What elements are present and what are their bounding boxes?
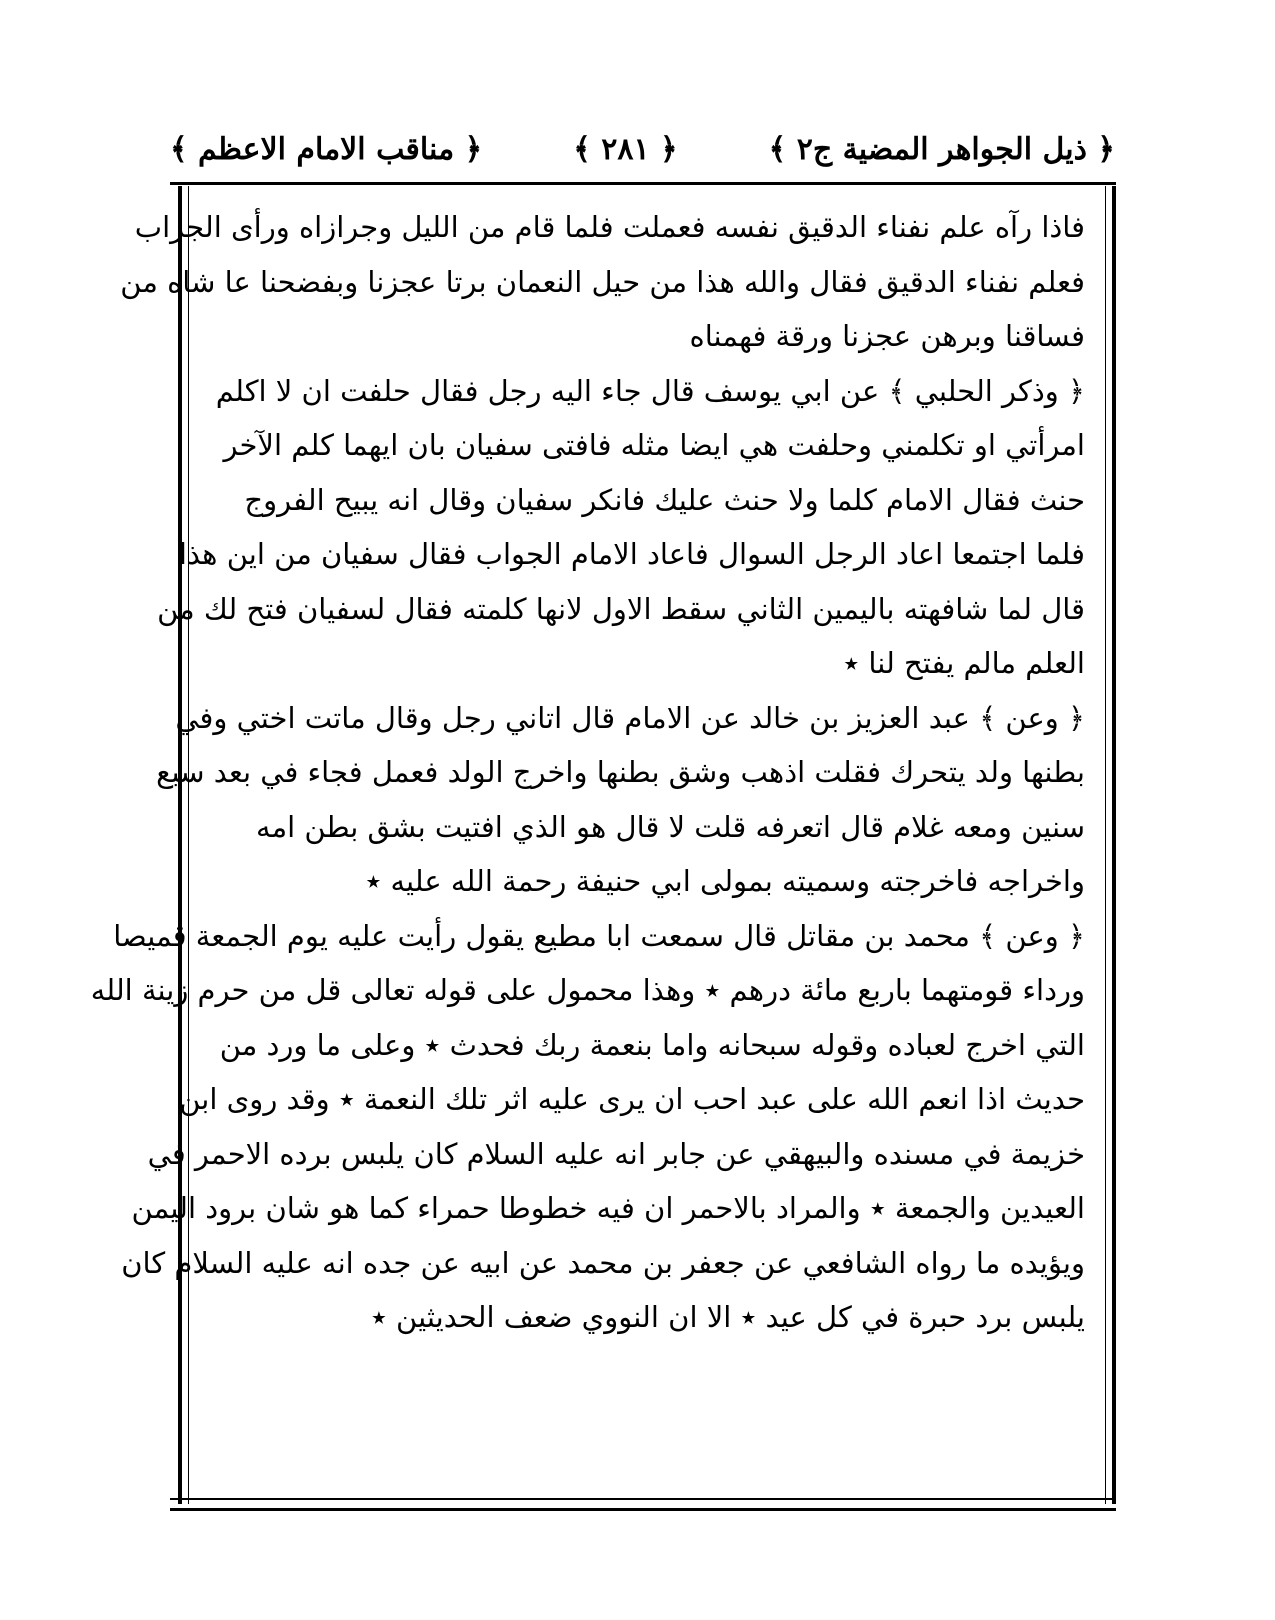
- page-number: ﴿ ٢٨١ ﴾: [573, 131, 678, 167]
- bottom-rule: [170, 1498, 1116, 1511]
- text-line: ﴿ وعن ﴾ محمد بن مقاتل قال سمعت ابا مطيع يقول رأيت عليه يوم الجمعة قميصا: [113, 918, 1085, 953]
- text-line: العيدين والجمعة ٭ والمراد بالاحمر ان فيه خطوطا حمراء كما هو شان برود اليمن: [131, 1191, 1085, 1225]
- text-line: حديث اذا انعم الله على عبد احب ان يرى عليه اثر تلك النعمة ٭ وقد روى ابن: [179, 1082, 1085, 1116]
- text-line: خزيمة في مسنده والبيهقي عن جابر انه عليه السلام كان يلبس برده الاحمر في: [147, 1136, 1085, 1171]
- running-header: [170, 118, 1115, 180]
- text-line: امرأتي او تكلمني وحلفت هي ايضا مثله فافتى سفيان بان ايهما كلم الآخر: [223, 428, 1085, 462]
- text-line: فلما اجتمعا اعاد الرجل السوال فاعاد الامام الجواب فقال سفيان من اين هذا: [178, 537, 1085, 571]
- text-line: فعلم نفناء الدقيق فقال والله هذا من حيل النعمان برتا عجزنا وبفضحنا عا شاه من: [120, 264, 1085, 299]
- text-line: التي اخرج لعباده وقوله سبحانه واما بنعمة ربك فحدث ٭ وعلى ما ورد من: [219, 1027, 1085, 1062]
- text-line: فاذا رآه علم نفناء الدقيق نفسه فعملت فلما قام من الليل وجرازاه ورأى الجراب: [134, 210, 1085, 244]
- text-line: واخراجه فاخرجته وسميته بمولى ابي حنيفة رحمة الله عليه ٭: [365, 864, 1085, 898]
- header-series-title: ﴿ ذيل الجواهر المضية ج٢ ﴾: [768, 131, 1115, 167]
- text-line: حنث فقال الامام كلما ولا حنث عليك فانكر سفيان وقال انه يبيح الفروج: [244, 482, 1085, 517]
- text-line: ﴿ وذكر الحلبي ﴾ عن ابي يوسف قال جاء اليه رجل فقال حلفت ان لا اكلم: [215, 373, 1085, 408]
- text-line: قال لما شافهته باليمين الثاني سقط الاول لانها كلمته فقال لسفيان فتح لك من: [157, 591, 1085, 626]
- text-line: ﴿ وعن ﴾ عبد العزيز بن خالد عن الامام قال اتاني رجل وقال ماتت اختي وفي: [175, 700, 1085, 735]
- text-line: يلبس برد حبرة في كل عيد ٭ الا ان النووي ضعف الحديثين ٭: [371, 1300, 1085, 1334]
- text-line: بطنها ولد يتحرك فقلت اذهب وشق بطنها واخرج الولد فعمل فجاء في بعد سبع: [156, 755, 1085, 789]
- top-rule: [170, 182, 1116, 185]
- header-book-title: ﴿ مناقب الامام الاعظم ﴾: [170, 131, 483, 167]
- text-line: ورداء قومتهما باربع مائة درهم ٭ وهذا محمول على قوله تعالى قل من حرم زينة الله: [90, 973, 1085, 1007]
- text-line: العلم مالم يفتح لنا ٭: [843, 646, 1085, 680]
- body-text: [90, 200, 1085, 1345]
- text-line: ويؤيده ما رواه الشافعي عن جعفر بن محمد عن ابيه عن جده انه عليه السلام كان: [121, 1245, 1085, 1280]
- text-line: فساقنا وبرهن عجزنا ورقة فهمناه: [689, 319, 1085, 353]
- text-line: سنين ومعه غلام قال اتعرفه قلت لا قال هو الذي افتيت بشق بطن امه: [256, 809, 1085, 844]
